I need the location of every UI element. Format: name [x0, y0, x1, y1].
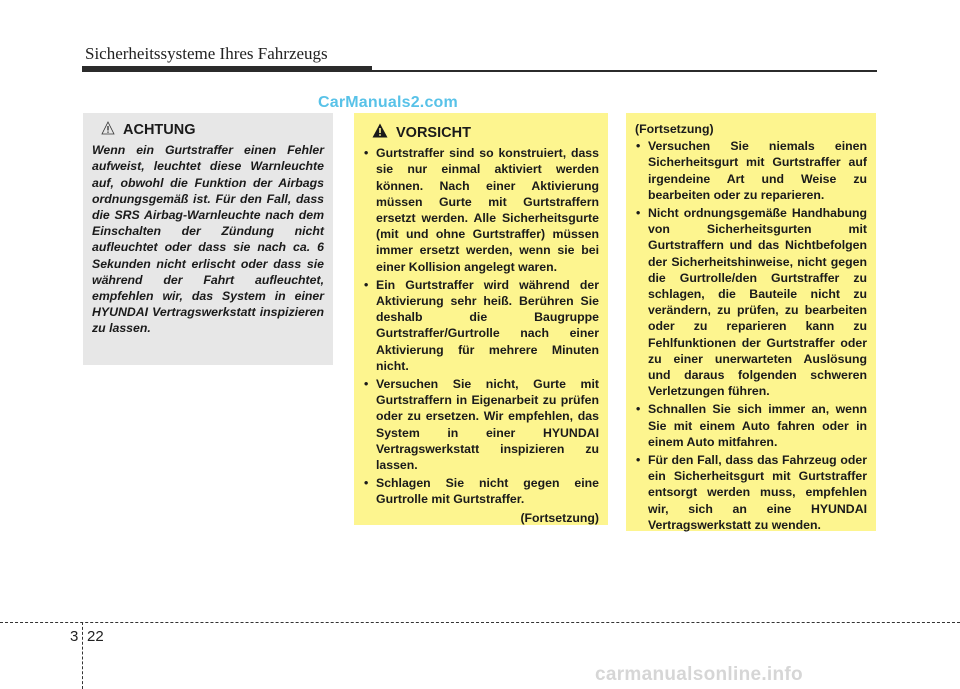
list-item: • Ein Gurtstraffer wird während der Aktivierung sehr heiß. Berühren Sie deshalb die Baugruppe Gurtstraffer/Gurtrolle nach einer Aktivierung für mehrere Minuten nicht.	[363, 277, 599, 374]
achtung-title: ACHTUNG	[123, 122, 196, 138]
continuation-box	[626, 113, 876, 531]
footer-rule	[0, 622, 960, 623]
watermark-bottom: carmanualsonline.info	[595, 664, 803, 685]
vorsicht-title: VORSICHT	[396, 124, 471, 141]
watermark-top: CarManuals2.com	[318, 94, 458, 111]
list-item: • Schnallen Sie sich immer an, wenn Sie mit einem Auto fahren oder in einem Auto mitfahren.	[635, 401, 867, 450]
warning-triangle-outline-icon	[101, 121, 115, 139]
continuation-list	[635, 138, 867, 533]
continued-label: (Fortsetzung)	[520, 510, 599, 525]
list-item: • Versuchen Sie nicht, Gurte mit Gurtstraffern in Eigenarbeit zu prüfen oder zu ersetzen. Wir empfehlen, das System in einer HYUNDAI Vertragswerkstatt inspizieren zu lassen.	[363, 376, 599, 473]
page-header-title: Sicherheitssysteme Ihres Fahrzeugs	[85, 44, 328, 63]
achtung-text: Wenn ein Gurtstraffer einen Fehler aufweist, leuchtet diese Warnleuchte auf, obwohl die Funktion der Airbags ordnungsgemäß ist. Für den Fall, dass die SRS Airbag-Warnleuchte nach dem Einschalten der Zündung nicht aufleuchtet oder dass sie nach ca. 6 Sekunden nicht erlischt oder dass sie während der Fahrt aufleuchtet, empfehlen wir, das System in einer HYUNDAI Vertragswerkstatt inspizieren zu lassen.	[92, 143, 324, 336]
footer-divider	[82, 622, 83, 689]
list-item: • Nicht ordnungsgemäße Handhabung von Sicherheitsgurten mit Gurtstraffern und das Nichtbefolgen der Sicherheitshinweise, nicht gegen die Gurtrolle/den Gurtstraffer zu schlagen, die Bauteile nicht zu verändern, zu prüfen, zu bearbeiten oder zu reparieren kann zu Fehlfunktionen der Gurtstraffer oder zu einer unerwarteten Auslösung und daraus folgenden schweren Verletzungen führen.	[635, 205, 867, 399]
vorsicht-box	[354, 113, 608, 525]
continuation-heading: (Fortsetzung)	[635, 122, 714, 136]
warning-triangle-filled-icon	[372, 123, 388, 142]
list-item: • Gurtstraffer sind so konstruiert, dass sie nur einmal aktiviert werden können. Nach einer Aktivierung müssen Gurte mit Gurtstraffern ersetzt werden. Alle Sicherheitsgurte (mit und ohne Gurtstraffer) müssen immer ersetzt werden, wenn sie bei einer Kollision angelegt waren.	[363, 145, 599, 275]
vorsicht-heading	[372, 123, 599, 142]
achtung-heading	[101, 121, 324, 139]
achtung-box	[83, 113, 333, 365]
header-rule-thin	[82, 70, 877, 72]
page-number: 22	[87, 628, 104, 645]
vorsicht-list	[363, 145, 599, 507]
list-item: • Schlagen Sie nicht gegen eine Gurtrolle mit Gurtstraffer.	[363, 475, 599, 507]
chapter-number: 3	[70, 628, 79, 645]
list-item: • Für den Fall, dass das Fahrzeug oder ein Sicherheitsgurt mit Gurtstraffer entsorgt werden muss, empfehlen wir, sich an eine HYUNDAI Vertragswerkstatt zu wenden.	[635, 452, 867, 533]
list-item: • Versuchen Sie niemals einen Sicherheitsgurt mit Gurtstraffer auf irgendeine Art und Weise zu bearbeiten oder zu reparieren.	[635, 138, 867, 203]
